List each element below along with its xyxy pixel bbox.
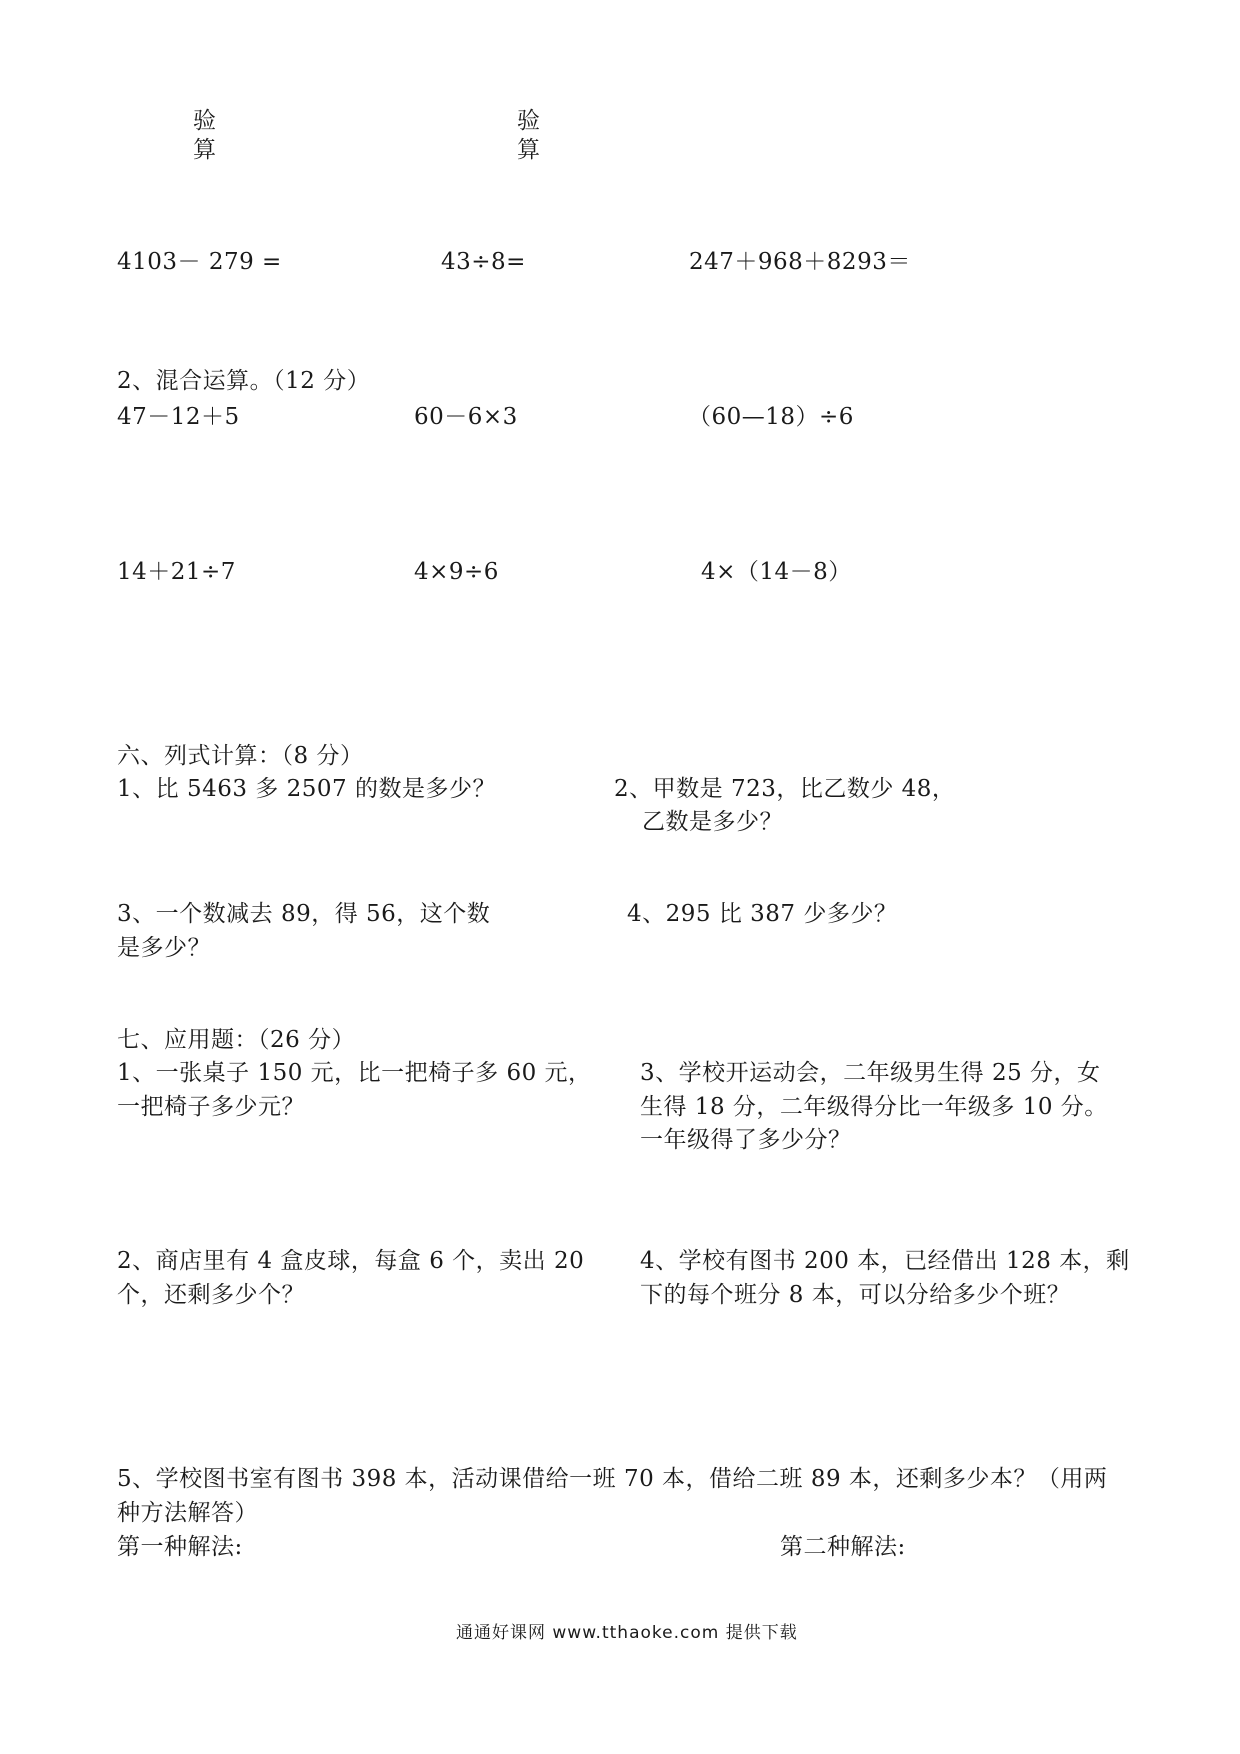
section7-q4-line1: 4、学校有图书 200 本，已经借出 128 本，剩	[640, 1248, 1130, 1274]
section7-q5-line2: 种方法解答）	[117, 1500, 258, 1526]
mixed-op-1: 47－12＋5	[117, 404, 240, 430]
mixed-op-3: （60—18）÷6	[688, 404, 854, 430]
section7-q3-line2: 生得 18 分，二年级得分比一年级多 10 分。	[640, 1094, 1108, 1120]
calc-item-1: 4103－ 279 =	[117, 249, 282, 275]
section6-q4: 4、295 比 387 少多少？	[627, 901, 898, 927]
section7-q2-line1: 2、商店里有 4 盒皮球，每盒 6 个，卖出 20	[117, 1248, 585, 1274]
section6-heading: 六、列式计算：（8 分）	[117, 743, 364, 769]
section6-q1: 1、比 5463 多 2507 的数是多少？	[117, 776, 496, 802]
section6-q3-line2: 是多少？	[117, 935, 211, 961]
section7-q5-line1: 5、学校图书室有图书 398 本，活动课借给一班 70 本，借给二班 89 本，还剩多少本？（用两	[117, 1466, 1108, 1492]
mixed-op-5: 4×9÷6	[414, 559, 499, 585]
section7-q3-line3: 一年级得了多少分？	[640, 1127, 852, 1153]
mixed-op-2: 60－6×3	[414, 404, 518, 430]
section7-q3-line1: 3、学校开运动会，二年级男生得 25 分，女	[640, 1060, 1101, 1086]
section7-q2-line2: 个，还剩多少个？	[117, 1282, 305, 1308]
section7-q4-line2: 下的每个班分 8 本，可以分给多少个班？	[640, 1282, 1071, 1308]
section7-q1-line2: 一把椅子多少元？	[117, 1094, 305, 1120]
method-2-label: 第二种解法:	[780, 1534, 906, 1560]
calc-item-3: 247＋968＋8293＝	[689, 249, 911, 275]
section6-q3-line1: 3、一个数减去 89，得 56，这个数	[117, 901, 491, 927]
section6-q2-line2: 乙数是多少？	[642, 809, 783, 835]
section7-q1-line1: 1、一张桌子 150 元，比一把椅子多 60 元，	[117, 1060, 592, 1086]
verify-label-left-2: 算	[193, 137, 217, 163]
section7-heading: 七、应用题：（26 分）	[117, 1027, 356, 1053]
mixed-ops-heading: 2、混合运算。（12 分）	[117, 368, 371, 394]
section6-q2-line1: 2、甲数是 723，比乙数少 48，	[614, 776, 956, 802]
verify-label-right-1: 验	[517, 108, 541, 134]
mixed-op-4: 14＋21÷7	[117, 559, 236, 585]
verify-label-left-1: 验	[193, 108, 217, 134]
verify-label-right-2: 算	[517, 137, 541, 163]
mixed-op-6: 4×（14－8）	[701, 559, 852, 585]
method-1-label: 第一种解法:	[117, 1534, 243, 1560]
calc-item-2: 43÷8=	[441, 249, 526, 275]
footer-text: 通通好课网 www.tthaoke.com 提供下载	[456, 1623, 798, 1643]
